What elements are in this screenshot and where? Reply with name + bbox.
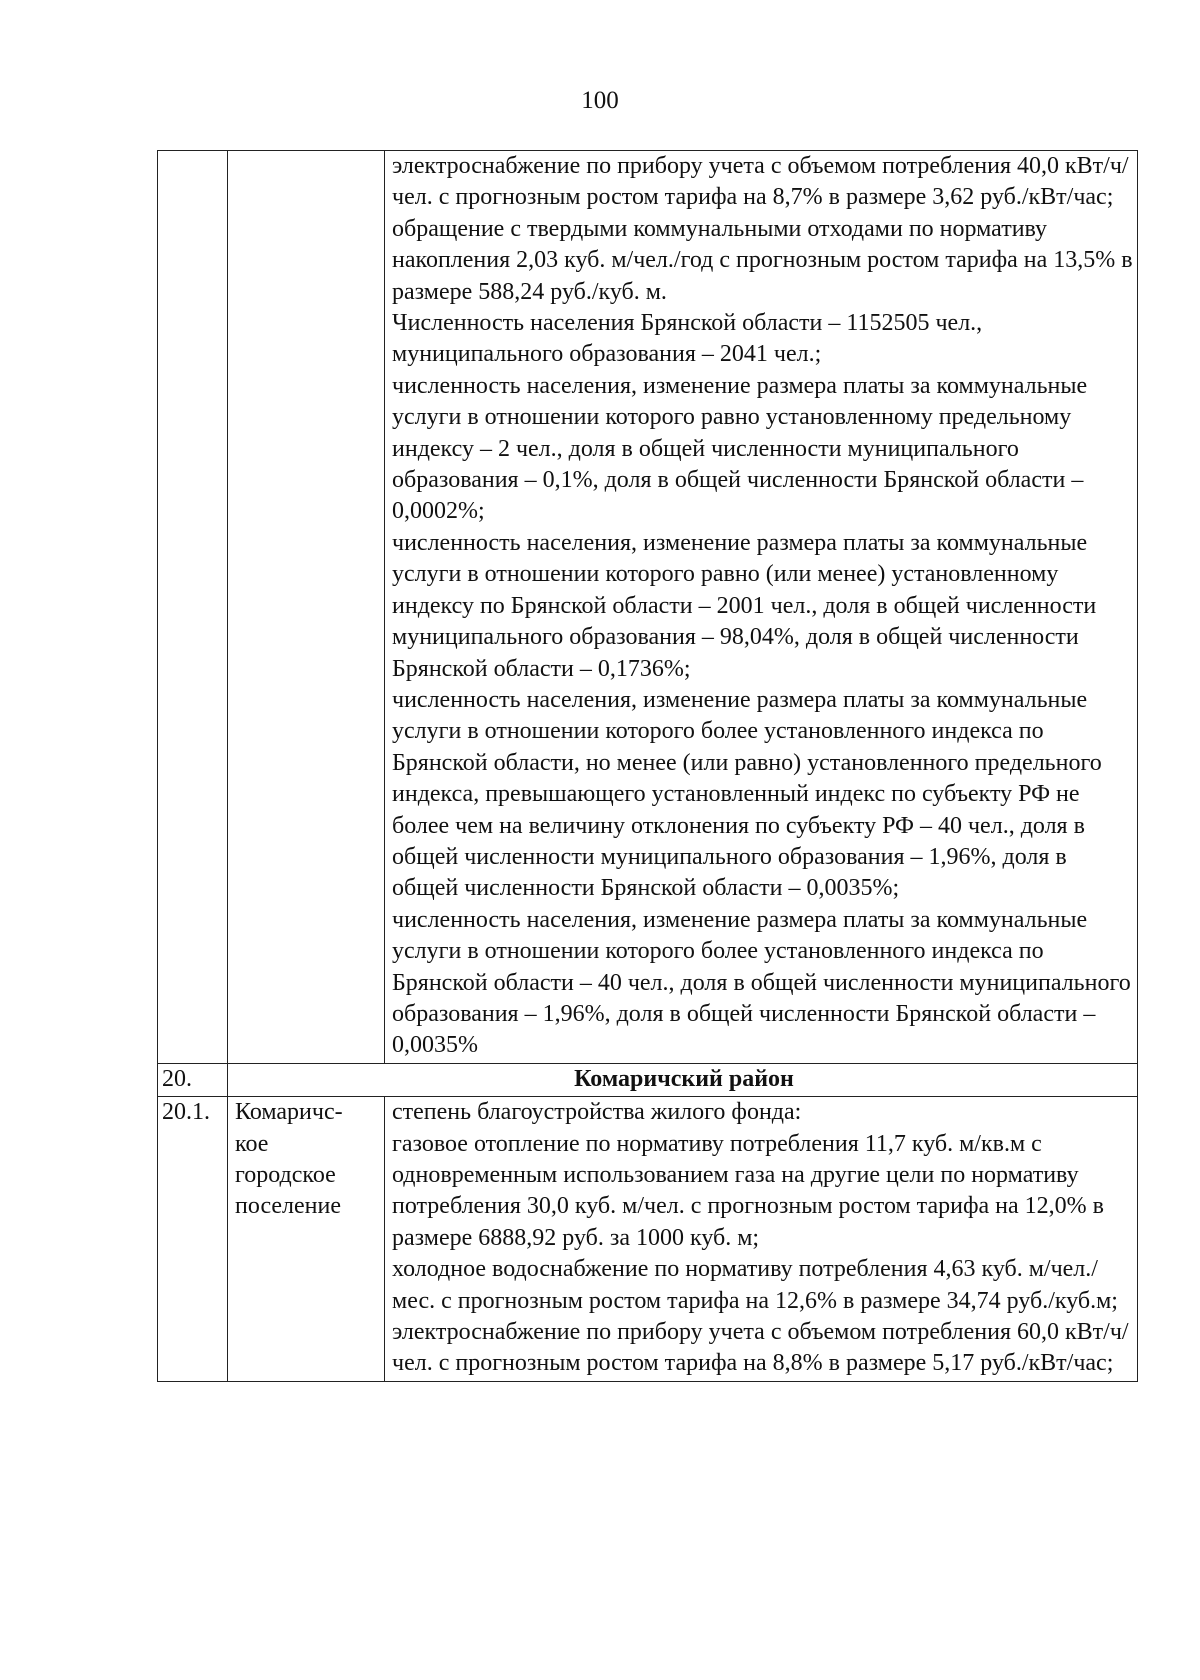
description-paragraph: газовое отопление по нормативу потребления 11,7 куб. м/кв.м с одновременным использованием газа на другие цели по нормативу потребления 30,0 куб. м/чел. с прогнозным ростом тарифа на 12,0% в размере 6888,92 руб. за 1000 куб. м; [392,1130,1104,1251]
name-line: городское [235,1162,336,1188]
section-row [158,1063,1138,1096]
row-number-cell [158,151,228,1064]
section-number-cell: 20. [158,1063,228,1096]
description-paragraph: численность населения, изменение размера платы за коммунальные услуги в отношении которого более установленного индекса по Брянской области, но менее (или равно) установленного предельного индекса, превышающего установленный индекс по субъекту РФ не более чем на величину отклонения по субъекту РФ – 40 чел., доля в общей численности муниципального образования – 1,96%, доля в общей численности Брянской области – 0,0035%; [392,686,1102,902]
section-title: Комаричский район [228,1063,1138,1096]
data-table [157,150,1138,1382]
row-number-cell: 20.1. [158,1097,228,1382]
description-paragraph: Численность населения Брянской области – 1152505 чел., муниципального образования – 2041 чел.; [392,310,983,368]
description-paragraph: степень благоустройства жилого фонда: [392,1099,802,1126]
row-name-cell [228,151,385,1064]
page-number: 100 [581,87,619,114]
description-paragraph: электроснабжение по прибору учета с объемом потребления 60,0 кВт/ч/чел. с прогнозным ростом тарифа на 8,8% в размере 5,17 руб./кВт/час; [392,1319,1129,1377]
description-paragraph: численность населения, изменение размера платы за коммунальные услуги в отношении которого более установленного индекса по Брянской области – 40 чел., доля в общей численности муниципального образования – 1,96%, доля в общей численности Брянской области – 0,0035% [392,906,1131,1059]
row-description-cell [385,1097,1138,1382]
row-name-cell [228,1097,385,1382]
name-line: поселение [235,1193,342,1220]
row-description-cell [385,151,1138,1064]
description-paragraph: численность населения, изменение размера платы за коммунальные услуги в отношении которого равно установленному предельному индексу – 2 чел., доля в общей численности муниципального образования – 0,1%, доля в общей численности Брянской области – 0,0002%; [392,372,1088,525]
description-paragraph: электроснабжение по прибору учета с объемом потребления 40,0 кВт/ч/чел. с прогнозным ростом тарифа на 8,7% в размере 3,62 руб./кВт/час; [392,153,1129,211]
description-paragraph: обращение с твердыми коммунальными отходами по нормативу накопления 2,03 куб. м/чел./год с прогнозным ростом тарифа на 13,5% в размере 588,24 руб./куб. м. [392,215,1133,305]
name-line: Комаричс- [235,1099,343,1126]
description-paragraph: численность населения, изменение размера платы за коммунальные услуги в отношении которого равно (или менее) установленному индексу по Брянской области – 2001 чел., доля в общей численности муниципального образования – 98,04%, доля в общей численности Брянской области – 0,1736%; [392,529,1097,682]
name-line: кое [235,1130,269,1157]
description-paragraph: холодное водоснабжение по нормативу потребления 4,63 куб. м/чел./мес. с прогнозным ростом тарифа на 12,6% в размере 34,74 руб./куб.м; [392,1256,1118,1314]
table-row [158,1097,1138,1382]
table-row [158,151,1138,1064]
